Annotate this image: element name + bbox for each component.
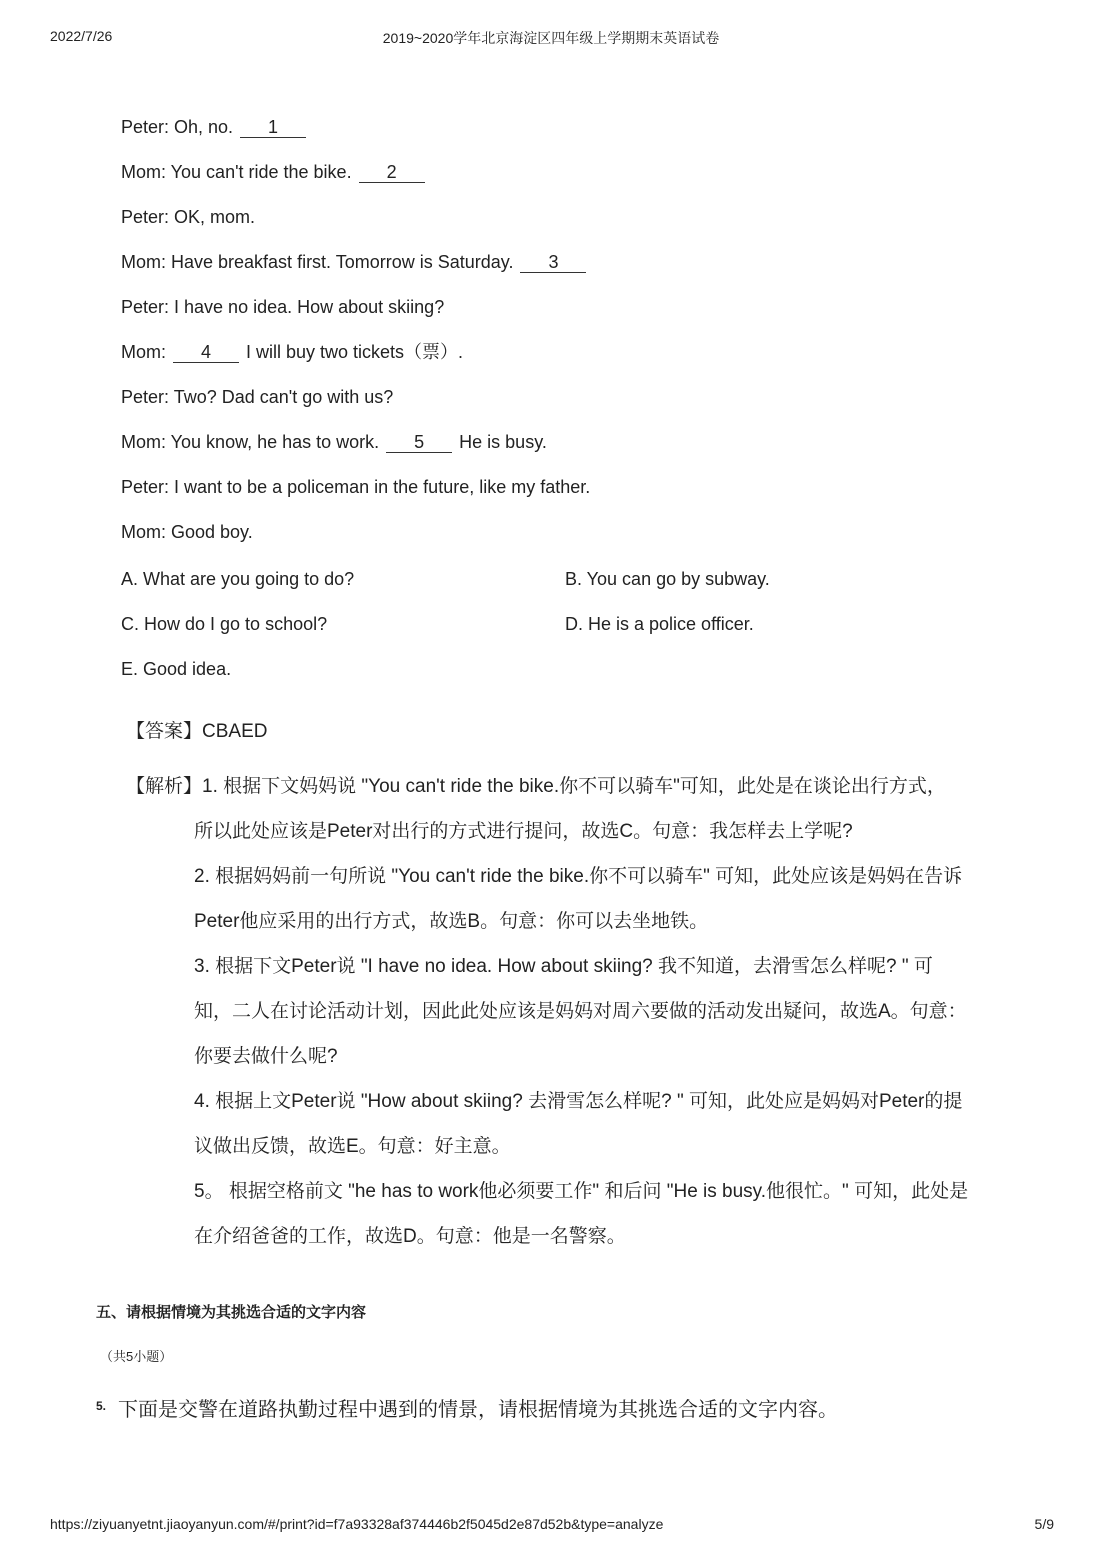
answer-label: 【答案】 [126, 721, 203, 742]
section-question-count: （共5小题） [100, 1349, 173, 1364]
dialogue-text: Peter: I have no idea. How about skiing? [121, 297, 445, 317]
dialogue-line [121, 247, 1001, 292]
analysis-line: Peter他应采用的出行方式，故选B。句意：你可以去坐地铁。 [194, 911, 709, 932]
dialogue [121, 112, 1001, 562]
dialogue-text: Mom: You know, he has to work. [121, 432, 385, 452]
analysis-line: 2. 根据妈妈前一句所说 "You can't ride the bike.你不可以骑车" 可知，此处应该是妈妈在告诉 [194, 866, 963, 887]
dialogue-text: Mom: Have breakfast first. Tomorrow is Saturday. [121, 252, 519, 272]
dialogue-text: Peter: Two? Dad can't go with us? [121, 387, 394, 407]
blank-4: 4 [173, 342, 239, 363]
dialogue-line [121, 157, 1001, 202]
question-text: 下面是交警在道路执勤过程中遇到的情景，请根据情境为其挑选合适的文字内容。 [118, 1399, 839, 1421]
analysis-label: 【解析】 [126, 776, 203, 797]
dialogue-text: Mom: [121, 342, 172, 362]
analysis-line: 3. 根据下文Peter说 "I have no idea. How about skiing? 我不知道，去滑雪怎么样呢? " 可 [194, 956, 933, 977]
print-header [0, 26, 1102, 50]
dialogue-text: Peter: Oh, no. [121, 117, 239, 137]
option-c: C. How do I go to school? [121, 614, 328, 634]
analysis-line: 你要去做什么呢? [194, 1046, 338, 1067]
dialogue-line [121, 517, 1001, 562]
dialogue-line [121, 472, 1001, 517]
analysis-line [126, 771, 1026, 816]
answer-value: CBAED [202, 721, 268, 742]
option-b: B. You can go by subway. [565, 569, 770, 589]
options-row [121, 654, 1001, 699]
analysis-line: 4. 根据上文Peter说 "How about skiing? 去滑雪怎么样呢? " 可知，此处应是妈妈对Peter的提 [194, 1091, 963, 1112]
blank-5: 5 [386, 432, 452, 453]
answer-options [121, 564, 1001, 699]
dialogue-text-after: I will buy two tickets（票）. [241, 342, 464, 362]
question-number: 5. [96, 1399, 107, 1413]
dialogue-text: Peter: I want to be a policeman in the future, like my father. [121, 477, 591, 497]
dialogue-text-after: He is busy. [454, 432, 547, 452]
document-title: 2019~2020学年北京海淀区四年级上学期期末英语试卷 [382, 30, 720, 46]
dialogue-line [121, 112, 1001, 157]
print-date: 2022/7/26 [50, 28, 113, 44]
page-url: https://ziyuanyetnt.jiaoyanyun.com/#/print?id=f7a93328af374446b2f5045d2e87d52b&type=analyze [50, 1516, 664, 1532]
option-d: D. He is a police officer. [565, 614, 754, 634]
blank-1: 1 [240, 117, 306, 138]
dialogue-text: Mom: You can't ride the bike. [121, 162, 357, 182]
dialogue-line [121, 202, 1001, 247]
analysis-line: 5。 根据空格前文 "he has to work他必须要工作" 和后问 "He is busy.他很忙。" 可知，此处是 [194, 1181, 969, 1202]
page-number: 5/9 [1034, 1516, 1054, 1532]
option-e: E. Good idea. [121, 659, 232, 679]
question-item [96, 1394, 838, 1426]
analysis-line: 在介绍爸爸的工作，故选D。句意：他是一名警察。 [194, 1226, 626, 1247]
analysis [126, 771, 1026, 1266]
dialogue-text: Mom: Good boy. [121, 522, 253, 542]
dialogue-line [121, 337, 1001, 382]
print-footer [0, 1514, 1102, 1538]
dialogue-text: Peter: OK, mom. [121, 207, 256, 227]
answer-key [126, 716, 267, 748]
section-title: 五、请根据情境为其挑选合适的文字内容 [96, 1304, 367, 1321]
dialogue-line [121, 292, 1001, 337]
analysis-text: 1. 根据下文妈妈说 "You can't ride the bike.你不可以骑车"可知，此处是在谈论出行方式， [202, 776, 946, 797]
dialogue-line [121, 427, 1001, 472]
analysis-line: 知，二人在讨论活动计划，因此此处应该是妈妈对周六要做的活动发出疑问，故选A。句意： [194, 1001, 967, 1022]
blank-2: 2 [359, 162, 425, 183]
options-row [121, 609, 1001, 654]
blank-3: 3 [520, 252, 586, 273]
option-a: A. What are you going to do? [121, 569, 355, 589]
analysis-line: 所以此处应该是Peter对出行的方式进行提问，故选C。句意：我怎样去上学呢? [194, 821, 853, 842]
options-row [121, 564, 1001, 609]
dialogue-line [121, 382, 1001, 427]
analysis-line: 议做出反馈，故选E。句意：好主意。 [194, 1136, 511, 1157]
